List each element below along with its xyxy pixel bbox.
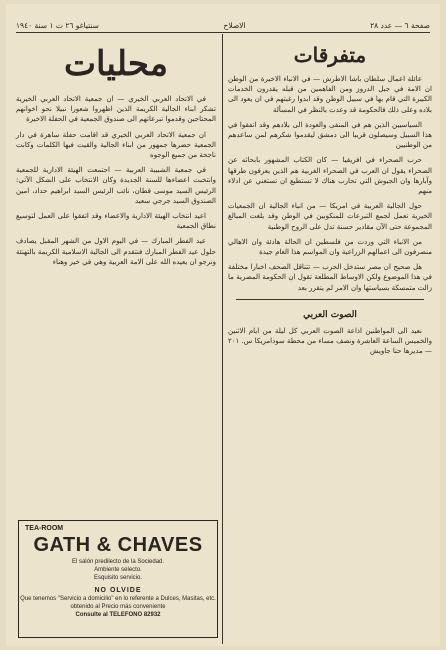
article-paragraph: نعيد الى المواطنين اذاعة الصوت العربي كل ليلة من ايام الاثنين والخميس الساعة العاشرة ونصف مساء من محطة سودامريكا س. ٢٠١ — مديرها حنا جاويش — [228, 327, 432, 356]
left-column — [16, 36, 216, 272]
article-paragraph: في الاتحاد العربي الخيري — ان جمعية الاتحاد العربي الخيرية تشكر ابناء الجالية الكريمة الذين اظهروا شعورا نبيلا نحو اخوانهم المحتاجين وقدموا تبرعاتهم الى صندوق الجمعية في الحفلة الاخيرة — [16, 95, 216, 124]
ad-line: obtenido al Precio más conveniente — [70, 604, 166, 610]
article-paragraph: السياسيين الذين هم في المنفى والعودة الى بلادهم وقد اتفقوا في هذا السبيل وسيصلون قريبا الى دمشق ليقدموا شكرهم لمن ساعدهم من الوطنيين — [228, 120, 432, 150]
section-divider — [236, 299, 424, 300]
article-paragraph: حرب الصحراء في افريقيا — كان الكتاب المشهور بابحاثه عن الصحراء يقول ان العرب في الصحراء الغربية هم الذين يعرفون طرقها وآبارها وان الجيوش التي تحارب هناك لا تستطيع ان تستغني عن ادلاء منهم — [228, 156, 432, 196]
header-page-number: صفحة ٦ — عدد ٢٨ — [370, 20, 430, 30]
article-paragraph: حول الجالية العربية في امريكا — من انباء الجالية ان الجمعيات الخيرية تعمل لجمع التبرعات للمنكوبين في الوطن وقد بلغت المبالغ المجموعة حتى الآن مقادير حسنة تدل على الروح الوطنية — [228, 202, 432, 231]
article-paragraph: في جمعية الشبيبة العربية — اجتمعت الهيئة الادارية للجمعية وانتخبت اعضاءها للسنة الجديدة وكان الانتخاب على الشكل الآتي: الرئيس السيد موسى قطان، نائب الرئيس السيد ابراهيم حداد، امين الصندوق السيد جرجي سعيد — [16, 166, 216, 205]
ad-line: Ambiente selecto. — [94, 567, 142, 573]
right-column — [228, 36, 432, 362]
header-paper-name: الاصلاح — [223, 20, 246, 30]
article-paragraph: من الانباء التي وردت من فلسطين ان الحالة هادئة وان الاهالي منصرفون الى اعمالهم الزراعية وان المواسم هذا العام جيدة — [228, 237, 432, 257]
page-header — [16, 18, 430, 33]
ad-line: Que tenemos "Servicio a domicilio" en lo referente a Dulces, Masitas, etc. — [20, 596, 216, 602]
ad-line: El salón predilecto de la Sociedad. — [71, 559, 165, 565]
article-paragraph: عيد الفطر المبارك — في اليوم الاول من الشهر المقبل يصادف حلول عيد الفطر المبارك فنتقدم الى الجالية الاسلامية الكريمة بالتهنئة ونرجو ان يعيده الله على الامة العربية وهي في خير وهناء — [16, 237, 216, 266]
subsection-title-arab-voice: الصوت العربي — [303, 309, 357, 320]
section-title-misc: متفرقات — [293, 43, 367, 67]
header-date: سنتياغو ٢٦ ت ١ سنة ١٩٤٠ — [16, 20, 99, 30]
ad-phone: Consulte al TELEFONO 82932 — [75, 612, 161, 618]
article-paragraph: هل صحيح ان مصر ستدخل الحرب — تتناقل الصحف اخبارا مختلفة في هذا الموضوع ولكن الاوساط المطلعة تقول ان الحكومة المصرية ما زالت متمسكة بسياستها وان الامر لم يتقرر بعد — [228, 263, 432, 292]
column-divider — [222, 34, 223, 644]
ad-line: Esquisito servicio. — [93, 575, 143, 581]
ad-brand-name: GATH & CHAVES — [33, 534, 203, 556]
newspaper-page — [6, 4, 440, 646]
article-paragraph: اعيد انتخاب الهيئة الادارية والاعضاء وقد اتفقوا على العمل لتوسيع نطاق الجمعية — [16, 212, 216, 231]
ad-no-olvide: NO OLVIDE — [94, 587, 142, 594]
article-paragraph: عائلة اعمال سلطان باشا الاطرش — في الانباء الاخيرة من الوطن ان الامة في جبل الدروز ومن الفاهمين من قبله يقدرون الخدمات الكبيرة التي قام بها في سبيل الوطن وقد ابدوا رغبتهم في ان يعود الى بلاده وعلى ذلك فالحكومة قد وعدت بالنظر في المسألة — [228, 75, 432, 114]
article-paragraph: ان جمعية الاتحاد العربي الخيري قد اقامت حفلة ساهرة في دار الجمعية حضرها جمهور من ابناء الجالية والقيت فيها الكلمات وكانت ناجحة من جميع الوجوه — [16, 130, 216, 160]
advertisement-box — [18, 520, 218, 638]
section-title-local: محليات — [63, 44, 169, 84]
ad-tea-room-label: TEA-ROOM — [25, 525, 64, 532]
